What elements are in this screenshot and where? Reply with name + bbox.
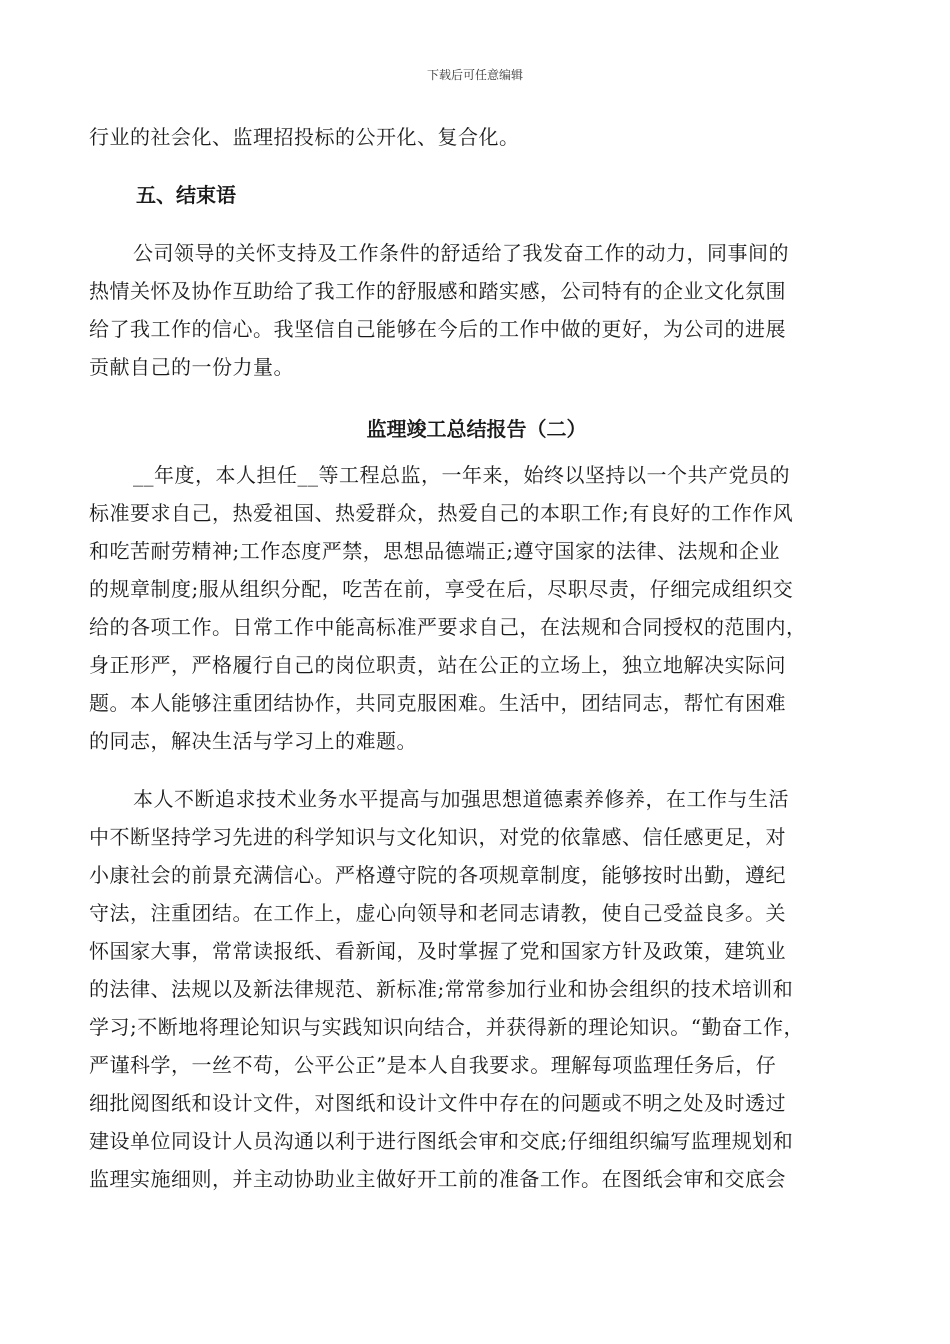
paragraph-line: 本人不断追求技术业务水平提高与加强思想道德素养修养，在工作与生活: [133, 787, 789, 811]
paragraph-line: 和吃苦耐劳精神;工作态度严禁，思想品德端正;遵守国家的法律、法规和企业: [89, 539, 780, 563]
paragraph-line: 给了我工作的信心。我坚信自己能够在今后的工作中做的更好，为公司的进展: [89, 317, 786, 341]
paragraph-line: 的规章制度;服从组织分配，吃苦在前，享受在后，尽职尽责，仔细完成组织交: [89, 577, 794, 601]
paragraph-line: 小康社会的前景充满信心。严格遵守院的各项规章制度，能够按时出勤，遵纪: [89, 863, 786, 887]
page-header: 下载后可任意编辑: [426, 68, 523, 82]
paragraph-line: 细批阅图纸和设计文件，对图纸和设计文件中存在的问题或不明之处及时透过: [89, 1091, 786, 1115]
paragraph-line: 贡献自己的一份力量。: [89, 355, 294, 379]
paragraph-line: 守法，注重团结。在工作上，虚心向领导和老同志请教，使自己受益良多。关: [89, 901, 786, 925]
report-paragraph-1: [89, 456, 864, 760]
paragraph-line: 的法律、法规以及新法律规范、新标准;常常参加行业和协会组织的技术培训和: [89, 977, 794, 1001]
paragraph-line: 怀国家大事，常常读报纸、看新闻，及时掌握了党和国家方针及政策，建筑业: [89, 939, 786, 963]
report-subtitle: 监理竣工总结报告（二）: [366, 417, 587, 441]
report-paragraph-2: [89, 780, 864, 1198]
continuation-line: 行业的社会化、监理招投标的公开化、复合化。: [89, 125, 520, 149]
paragraph-line: 标准要求自己，热爱祖国、热爱群众，热爱自己的本职工作;有良好的工作作风: [89, 501, 794, 525]
document-body: [89, 118, 864, 1198]
paragraph-line: 身正形严，严格履行自己的岗位职责，站在公正的立场上，独立地解决实际问: [89, 653, 786, 677]
paragraph-line: 公司领导的关怀支持及工作条件的舒适给了我发奋工作的动力，同事间的: [133, 241, 789, 265]
paragraph-line: 的同志，解决生活与学习上的难题。: [89, 729, 417, 753]
paragraph-line: 学习;不断地将理论知识与实践知识向结合，并获得新的理论知识。“勤奋工作，: [89, 1015, 804, 1039]
paragraph-line: 给的各项工作。日常工作中能高标准严要求自己，在法规和合同授权的范围内，: [89, 615, 807, 639]
conclusion-paragraph: [89, 234, 864, 386]
paragraph-line: 监理实施细则，并主动协助业主做好开工前的准备工作。在图纸会审和交底会: [89, 1167, 786, 1191]
paragraph-line: 题。本人能够注重团结协作，共同克服困难。生活中，团结同志，帮忙有困难: [89, 691, 786, 715]
section-heading: 五、结束语: [136, 183, 236, 207]
paragraph-line: __年度，本人担任__等工程总监，一年来，始终以坚持以一个共产党员的: [133, 463, 790, 487]
paragraph-line: 热情关怀及协作互助给了我工作的舒服感和踏实感，公司特有的企业文化氛围: [89, 279, 786, 303]
paragraph-line: 建设单位同设计人员沟通以利于进行图纸会审和交底;仔细组织编写监理规划和: [89, 1129, 794, 1153]
paragraph-line: 严谨科学，一丝不苟，公平公正”是本人自我要求。理解每项监理任务后，仔: [89, 1053, 777, 1077]
paragraph-line: 中不断坚持学习先进的科学知识与文化知识，对党的依靠感、信任感更足，对: [89, 825, 786, 849]
